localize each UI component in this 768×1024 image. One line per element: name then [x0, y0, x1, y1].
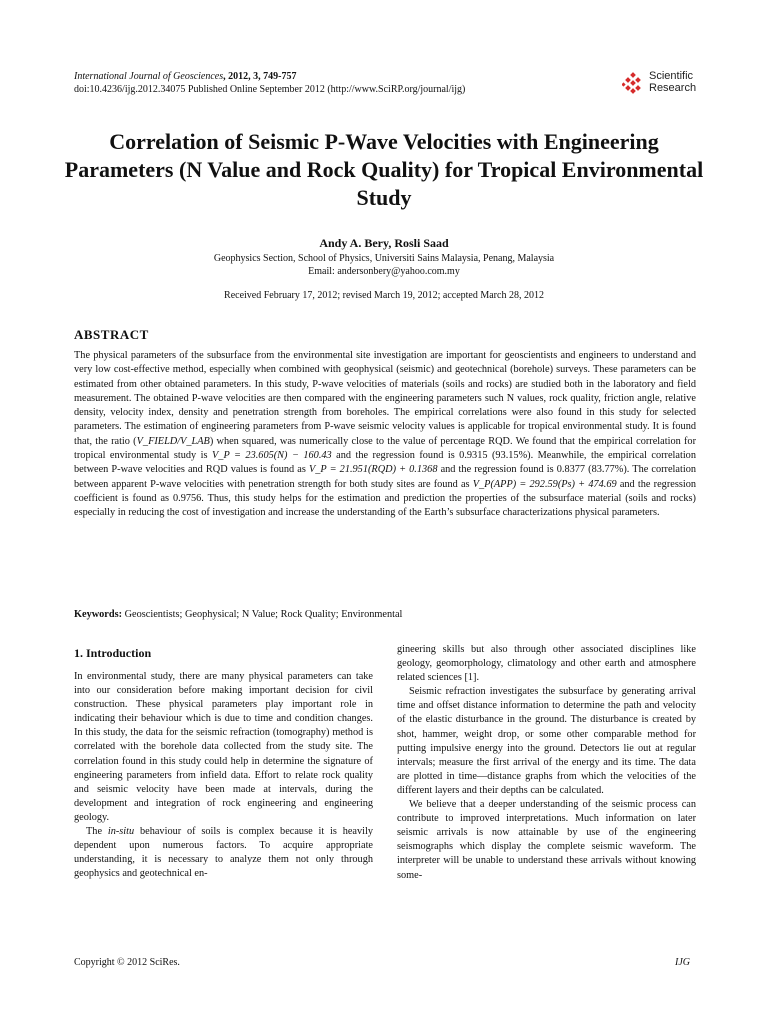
- paper-title: Correlation of Seismic P-Wave Velocities with Engineering Parameters (N Value and Rock Quality) for Tropical Environmental Study: [64, 129, 704, 210]
- authors: Andy A. Bery, Rosli Saad: [319, 236, 449, 250]
- footer-journal: IJG: [675, 957, 690, 968]
- abstract-heading: ABSTRACT: [74, 327, 149, 342]
- right-column: [397, 643, 696, 883]
- journal-volume: , 2012, 3, 749-757: [223, 71, 297, 82]
- intro-paragraph-continued: gineering skills but also through other associated disciplines like geology, geomorphology, climatology and other earth and atmosphere related sciences [1].: [397, 644, 696, 684]
- equation-n-value: V_P = 23.605(N) − 160.43: [212, 450, 332, 462]
- affiliation-block: [60, 252, 708, 278]
- keywords: [74, 609, 402, 620]
- abstract-text-3: and the regression found is 0.9315 (93.15%). Meanwhile, the empirical correlation between P-wave velocities and RQD values is found as: [74, 450, 696, 476]
- affiliation: Geophysics Section, School of Physics, Universiti Sains Malaysia, Penang, Malaysia: [213, 253, 555, 264]
- intro-paragraph-3: Seismic refraction investigates the subsurface by generating arrival time and offset distance information to determine the path and velocity of the elastic disturbance in the ground. The disturbance is created by shot, hammer, weight drop, or some other comparable method for putting impulsive energy into the ground. Detectors lie out at regular intervals; measure the first arrival of the energy and its time. The data are plotted in time—distance graphs from which the velocities of the different layers and their depths can be calculated.: [397, 686, 696, 796]
- abstract-ratio: V_FIELD/V_LAB: [136, 435, 210, 447]
- keywords-label: Keywords:: [74, 609, 123, 620]
- received-dates: Received February 17, 2012; revised March 19, 2012; accepted March 28, 2012: [224, 290, 544, 301]
- intro-paragraph-2: [74, 825, 373, 881]
- journal-name: International Journal of Geosciences: [74, 71, 224, 82]
- intro-p2-end: behaviour of soils is complex because it is heavily dependent upon numerous factors. To acquire appropriate understanding, it is necessary to analyze them not only through geophysics and geotechnical en-: [74, 826, 374, 880]
- abstract-text-1: The physical parameters of the subsurface from the environmental site investigation are important for geoscientists and engineers to understand and very low cost-effective method, especially when combined with geophysical (seismic) and geotechnical (borehole) surveys. These parameters can be estimated from other obtained parameters. In this study, P-wave velocities of materials (soils and rocks) are studied both in the laboratory and field measurement. The obtained P-wave velocities are then compared with the engineering parameters such N values, rock quality, friction angle, relative density, velocity index, density and penetration strength from boreholes. The empirical correlations were also found in this study for selected parameters. The estimation of engineering parameters from P-wave seismic velocity values is applicable for tropical environmental study. It is found that, the ratio (: [74, 350, 696, 447]
- intro-paragraph-4: We believe that a deeper understanding of the seismic process can contribute to improved interpretations. Much information on later seismic arrivals is now attainable by use of the engineering seismographs which display the complete seismic waveform. The interpreter will be unable to understand these arrivals without knowing some-: [397, 799, 696, 881]
- abstract-text-2: ) when squared, was numerically close to the value of percentage RQD. We found that the empirical correlation for tropical environmental study is: [74, 435, 696, 462]
- scirp-logo-icon: [622, 72, 644, 94]
- intro-paragraph-1: In environmental study, there are many physical parameters can take into our consideration before making important decision for civil construction. These physical parameters play important role in indicating their behaviour which is due to time and condition changes. In this study, the data for the seismic refraction (tomography) method is correlated with the borehole data collected from the study site. The correlation found in this study could help in determine the signature of engineering parameters from infield data. Effort to relate rock quality and seismic velocity have been made at intervals, during the development and integration of rock engineering and engineering geology.: [74, 671, 373, 823]
- section-heading-introduction: 1. Introduction: [74, 646, 152, 660]
- doi-line: doi:10.4236/ijg.2012.34075 Published Online September 2012 (http://www.SciRP.org/journal/ijg): [74, 84, 466, 95]
- publisher-logo: [622, 70, 702, 98]
- logo-text-line1: Scientific: [649, 70, 694, 82]
- logo-text-line2: Research: [649, 82, 697, 94]
- footer-copyright: Copyright © 2012 SciRes.: [74, 957, 180, 968]
- left-column: [74, 670, 373, 881]
- abstract-text-4: and the regression found is 0.8377 (83.77%). The correlation between apparent P-wave velocities with penetration strength for both study sites are found as: [74, 464, 696, 490]
- keywords-list: Geoscientists; Geophysical; N Value; Rock Quality; Environmental: [122, 609, 403, 620]
- email: Email: andersonbery@yahoo.com.my: [308, 266, 460, 277]
- abstract-text-5: and the regression coefficient is found as 0.9756. Thus, this study helps for the estimation and prediction the properties of the subsurface material (soils and rocks) especially in reducing the cost of investigation and increase the understanding of the Earth’s subsurface characterizations physical parameters.: [74, 478, 696, 519]
- equation-penetration: V_P(APP) = 292.59(Ps) + 474.69: [472, 478, 617, 490]
- journal-header: [74, 70, 465, 96]
- intro-p2-start: The: [86, 826, 108, 838]
- equation-rqd: V_P = 21.951(RQD) + 0.1368: [308, 464, 438, 476]
- abstract-body: [74, 349, 696, 521]
- in-situ-term: in-situ: [107, 826, 135, 838]
